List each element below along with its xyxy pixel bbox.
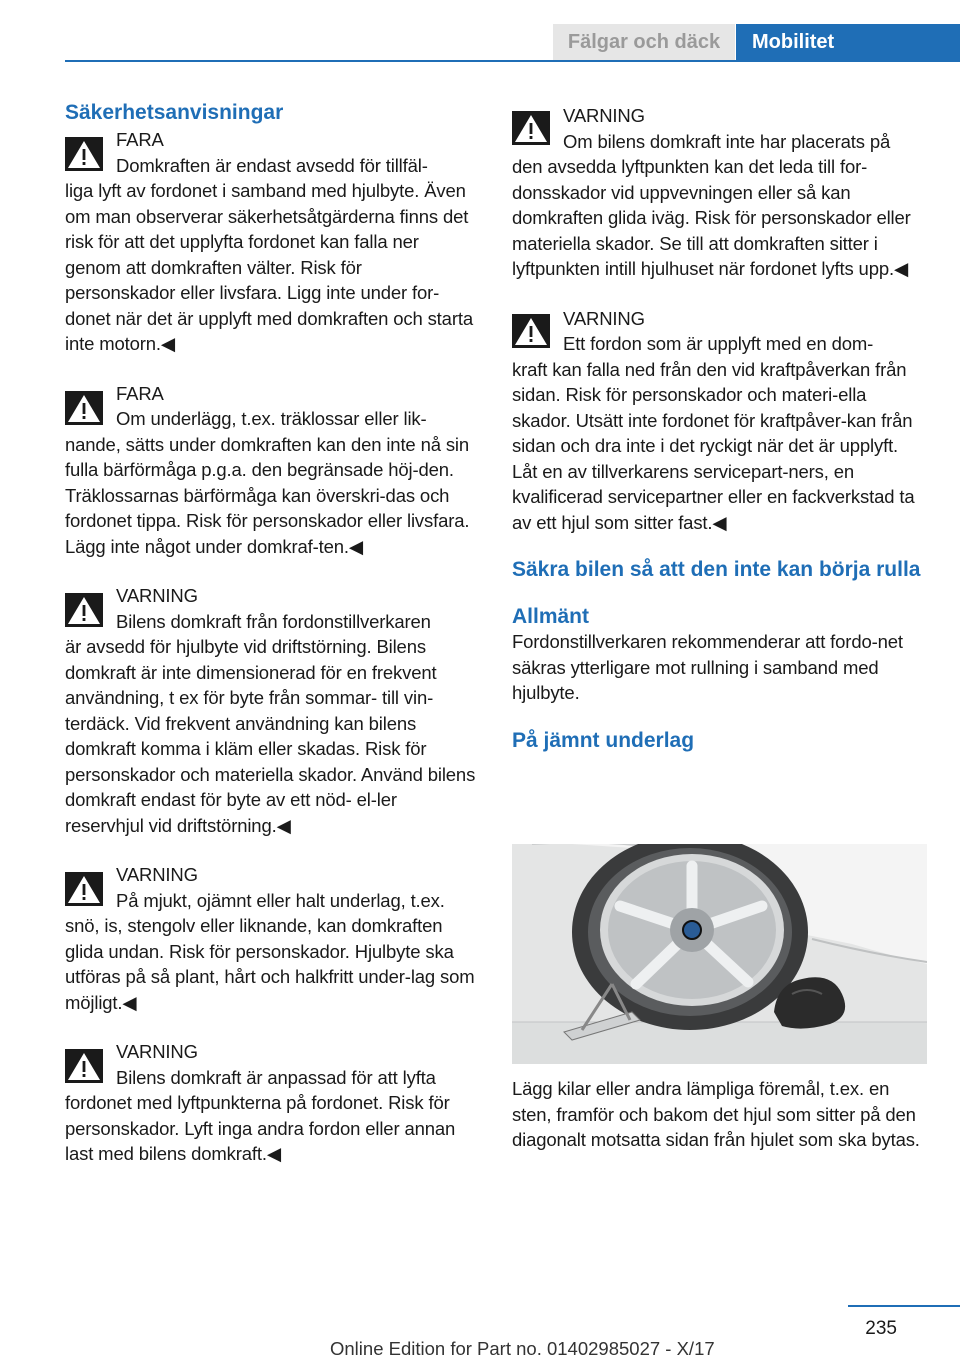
- warning-line: På mjukt, ojämnt eller halt underlag, t.ex.: [116, 889, 445, 911]
- section-tab: Fälgar och däck: [553, 24, 735, 60]
- warning-block: [512, 103, 927, 282]
- warning-triangle-icon: [65, 391, 103, 425]
- right-column: [512, 103, 927, 753]
- warning-line: Ett fordon som är upplyft med en dom-: [563, 333, 874, 354]
- warning-line: Bilens domkraft från fordonstillverkaren: [116, 610, 431, 632]
- left-column: [65, 100, 477, 1167]
- warning-block: [65, 127, 477, 357]
- warning-title: VARNING: [116, 1041, 198, 1062]
- subheading-level-ground: På jämnt underlag: [512, 728, 695, 752]
- wheel-with-jack-and-stone-image: [512, 844, 927, 1064]
- warning-triangle-icon: [512, 314, 550, 348]
- warning-block: [65, 381, 477, 560]
- warning-line: Om underlägg, t.ex. träklossar eller lik-: [116, 408, 427, 429]
- warning-triangle-icon: [65, 872, 103, 906]
- warning-line: Domkraften är endast avsedd för tillfäl-: [116, 154, 428, 176]
- warning-block: [65, 583, 477, 838]
- warning-title: VARNING: [563, 307, 645, 329]
- chapter-tab: Mobilitet: [736, 24, 960, 60]
- subheading-general: Allmänt: [512, 605, 590, 628]
- warning-text: kraft kan falla ned från den vid kraftpåverkan från sidan. Risk för personskador och materi-ella skador. Utsätt inte fordonet för kraftpåver-kan från sidan och dra inte i det ryckigt när det är upplyft. Låt en av tillverkarens servicepart-ners, en kvalificerad servicepartner eller en fackverkstad ta av ett hjul som sitter fast.◀: [512, 358, 915, 533]
- paragraph-level-ground: Lägg kilar eller andra lämpliga föremål, t.ex. en sten, framför och bakom det hjul som sitter på den diagonalt motsatta sidan från hjulet som ska bytas.: [512, 1078, 920, 1150]
- warning-block: [65, 862, 477, 1015]
- warning-text: den avsedda lyftpunkten kan det leda till for-donsskador vid uppvevningen eller så kan domkraften glida iväg. Risk för personskador eller materiella skador. Se till att domkraften sitter i lyftpunkten intill hjulhuset när fordonet lyfts upp.◀: [512, 156, 911, 279]
- footer-rule: [848, 1305, 960, 1307]
- warning-block: [512, 306, 927, 536]
- page-header: [0, 24, 960, 62]
- warning-title: FARA: [116, 382, 164, 404]
- warning-triangle-icon: [65, 1049, 103, 1083]
- edition-footer: Online Edition for Part no. 01402985027 - X/17: [330, 1338, 715, 1359]
- page-number: 235: [865, 1318, 897, 1339]
- section-heading: Säkra bilen så att den inte kan börja rulla: [512, 558, 921, 581]
- section-heading: Säkerhetsanvisningar: [65, 101, 284, 124]
- warning-text: snö, is, stengolv eller liknande, kan domkraften glida undan. Risk för personskador. Hjulbyte ska utföras på så plant, hårt och halkfritt under-lag som möjligt.◀: [65, 915, 475, 1013]
- warning-triangle-icon: [65, 137, 103, 171]
- warning-triangle-icon: [65, 593, 103, 627]
- warning-text: är avsedd för hjulbyte vid driftstörning. Bilens domkraft är inte dimensionerad för en frekvent användning, t ex för byte från sommar- till vin-terdäck. Vid frekvent användning kan bilens domkraft komma i kläm eller skadas. Risk för personskador och materiella skador. Använd bilens domkraft endast för byte av ett nöd- el-ler reservhjul vid driftstörning.◀: [65, 636, 476, 836]
- paragraph-general: Fordonstillverkaren rekommenderar att fordo-net säkras ytterligare mot rullning i samband med hjulbyte.: [512, 631, 903, 703]
- warning-title: VARNING: [116, 864, 198, 885]
- warning-title: VARNING: [563, 105, 645, 126]
- warning-text: fordonet med lyftpunkterna på fordonet. Risk för personskador. Lyft inga andra fordon eller annan last med bilens domkraft.◀: [65, 1092, 456, 1164]
- warning-line: Bilens domkraft är anpassad för att lyfta: [116, 1066, 436, 1088]
- warning-title: VARNING: [116, 585, 198, 606]
- warning-triangle-icon: [512, 111, 550, 145]
- warning-line: Om bilens domkraft inte har placerats på: [563, 130, 891, 152]
- warning-text: nande, sätts under domkraften kan den inte nå sin fulla bärförmåga p.g.a. den begränsade höj-den. Träklossarnas bärförmåga kan överskri-das och fordonet tippa. Risk för personskador eller livsfara. Lägg inte något under domkraf-ten.◀: [65, 433, 470, 557]
- warning-block: [65, 1039, 477, 1167]
- header-rule: [65, 60, 960, 62]
- wheel-chock-illustration: [512, 844, 927, 1064]
- warning-text: liga lyft av fordonet i samband med hjulbyte. Även om man observerar säkerhetsåtgärderna finns det risk för att det upplyfta fordonet kan falla ner genom att domkraften välter. Risk för personskador eller livsfara. Ligg inte under for-donet när det är upplyft med domkraften och starta inte motorn.◀: [65, 180, 473, 354]
- warning-title: FARA: [116, 129, 164, 150]
